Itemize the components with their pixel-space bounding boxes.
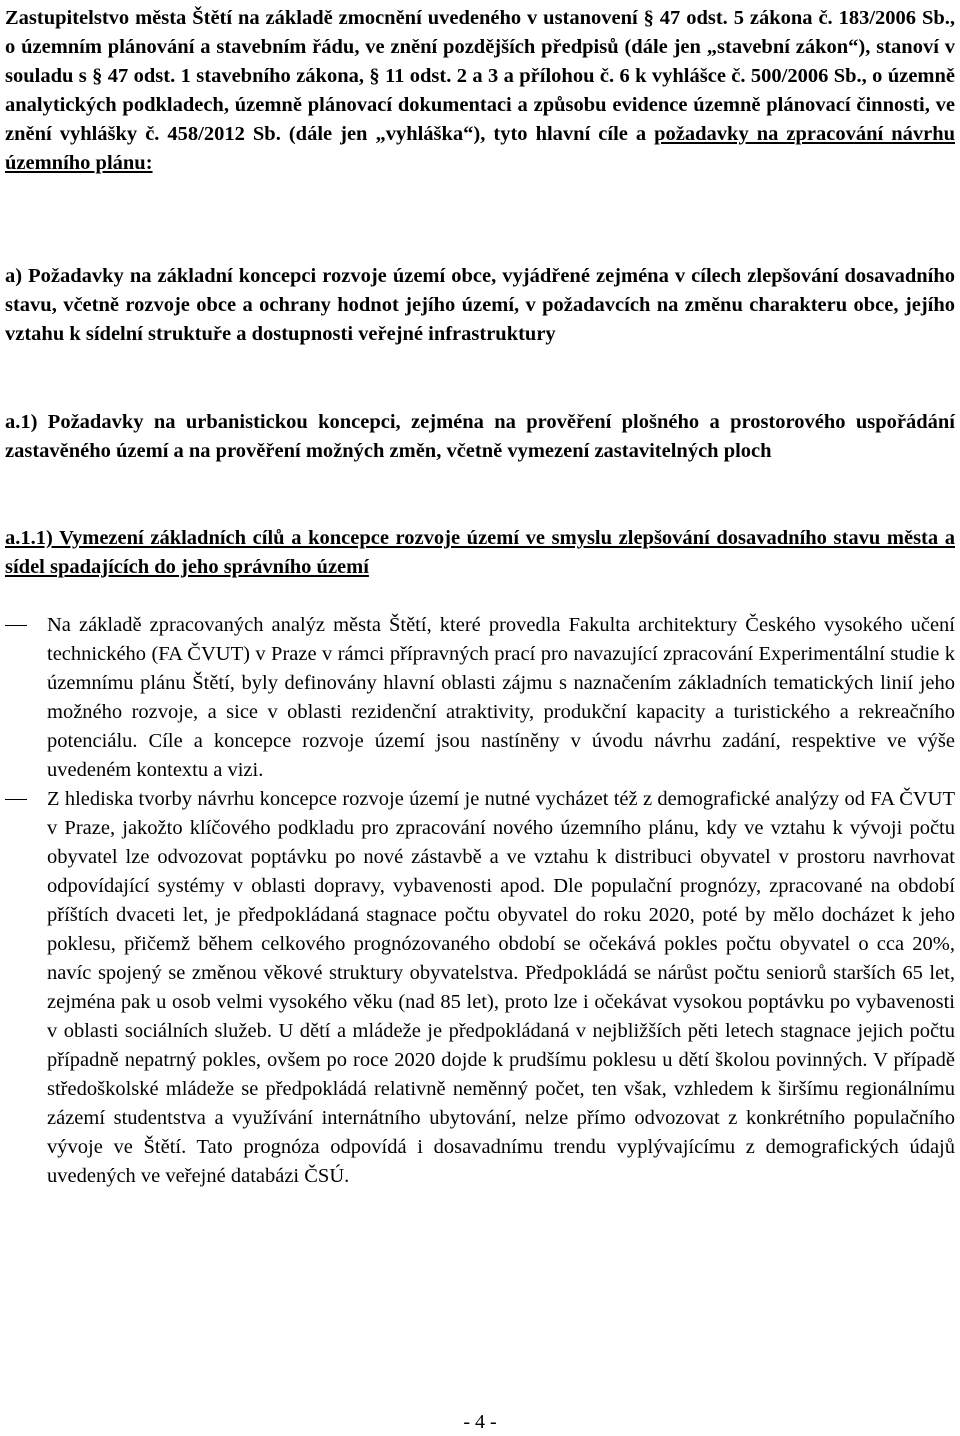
bullet-list <box>5 611 955 1191</box>
bullet-text: Z hlediska tvorby návrhu koncepce rozvoje území je nutné vycházet též z demografické analýzy od FA ČVUT v Praze, jakožto klíčového podkladu pro zpracování nového územního plánu, kdy ve vztahu k vývoji počtu obyvatel lze odvozovat poptávku po nové zástavbě a ve vztahu k distribuci obyvatel v prostoru navrhovat odpovídající systémy v oblasti dopravy, vybavenosti apod. Dle populační prognózy, zpracované na období příštích dvaceti let, je předpokládaná stagnace počtu obyvatel do roku 2020, poté by mělo docházet k jeho poklesu, přičemž během celkového prognózovaného období se očekává pokles počtu obyvatel o cca 20%, navíc spojený se změnou věkové struktury obyvatelstva. Předpokládá se nárůst počtu seniorů starších 65 let, zejména pak u osob velmi vysokého věku (nad 85 let), proto lze i očekávat vysokou poptávku po vybavenosti v oblasti sociálních služeb. U dětí a mládeže je předpokládaná v nejbližších pěti letech stagnace jejich počtu případně nepatrný pokles, ovšem po roce 2020 dojde k prudšímu poklesu u dětí školou povinných. V případě středoškolské mládeže se předpokládá relativně neměnný počet, ten však, vzhledem k širšímu regionálnímu zázemí studentstva a využívání internátního ubytování, nelze přímo odvozovat z konkrétního populačního vývoje ve Štětí. Tato prognóza odpovídá i dosavadnímu trendu vyplývajícímu z demografických údajů uvedených ve veřejné databázi ČSÚ. <box>47 788 955 1187</box>
bullet-item <box>5 785 955 1191</box>
intro-underlined-text: požadavky na zpracování návrhu územního plánu: <box>5 123 955 174</box>
section-a1-heading: a.1) Požadavky na urbanistickou koncepci, zejména na prověření plošného a prostorového uspořádání zastavěného území a na prověření možných změn, včetně vymezení zastavitelných ploch <box>5 411 955 462</box>
section-a-heading: a) Požadavky na základní koncepci rozvoje území obce, vyjádřené zejména v cílech zlepšování dosavadního stavu, včetně rozvoje obce a ochrany hodnot jejího území, v požadavcích na změnu charakteru obce, jejího vztahu k sídelní struktuře a dostupnosti veřejné infrastruktury <box>5 265 955 345</box>
bullet-item <box>5 611 955 785</box>
intro-paragraph <box>5 4 955 178</box>
section-a11-heading: a.1.1) Vymezení základních cílů a koncepce rozvoje území ve smyslu zlepšování dosavadního stavu města a sídel spadajících do jeho správního území <box>5 527 955 578</box>
page-number: - 4 - <box>463 1411 497 1433</box>
dash-bullet-icon <box>5 625 27 626</box>
bullet-text: Na základě zpracovaných analýz města Štětí, které provedla Fakulta architektury Českého vysokého učení technického (FA ČVUT) v Praze v rámci přípravných prací pro navazující zpracování Experimentální studie k územnímu plánu Štětí, byly definovány hlavní oblasti zájmu s naznačením základních tematických linií jeho možného rozvoje, a sice v oblasti rezidenční atraktivity, produkční kapacity a turistického a rekreačního potenciálu. Cíle a koncepce rozvoje území jsou nastíněny v úvodu návrhu zadání, respektive ve výše uvedeném kontextu a vizi. <box>47 614 955 781</box>
dash-bullet-icon <box>5 799 27 800</box>
intro-text: Zastupitelstvo města Štětí na základě zmocnění uvedeného v ustanovení § 47 odst. 5 zákona č. 183/2006 Sb., o územním plánování a stavebním řádu, ve znění pozdějších předpisů (dále jen „stavební zákon“), stanoví v souladu s § 47 odst. 1 stavebního zákona, § 11 odst. 2 a 3 a přílohou č. 6 k vyhlášce č. 500/2006 Sb., o územně analytických podkladech, územně plánovací dokumentaci a způsobu evidence územně plánovací činnosti, ve znění vyhlášky č. 458/2012 Sb. (dále jen „vyhláška“), tyto hlavní cíle a <box>5 7 955 145</box>
